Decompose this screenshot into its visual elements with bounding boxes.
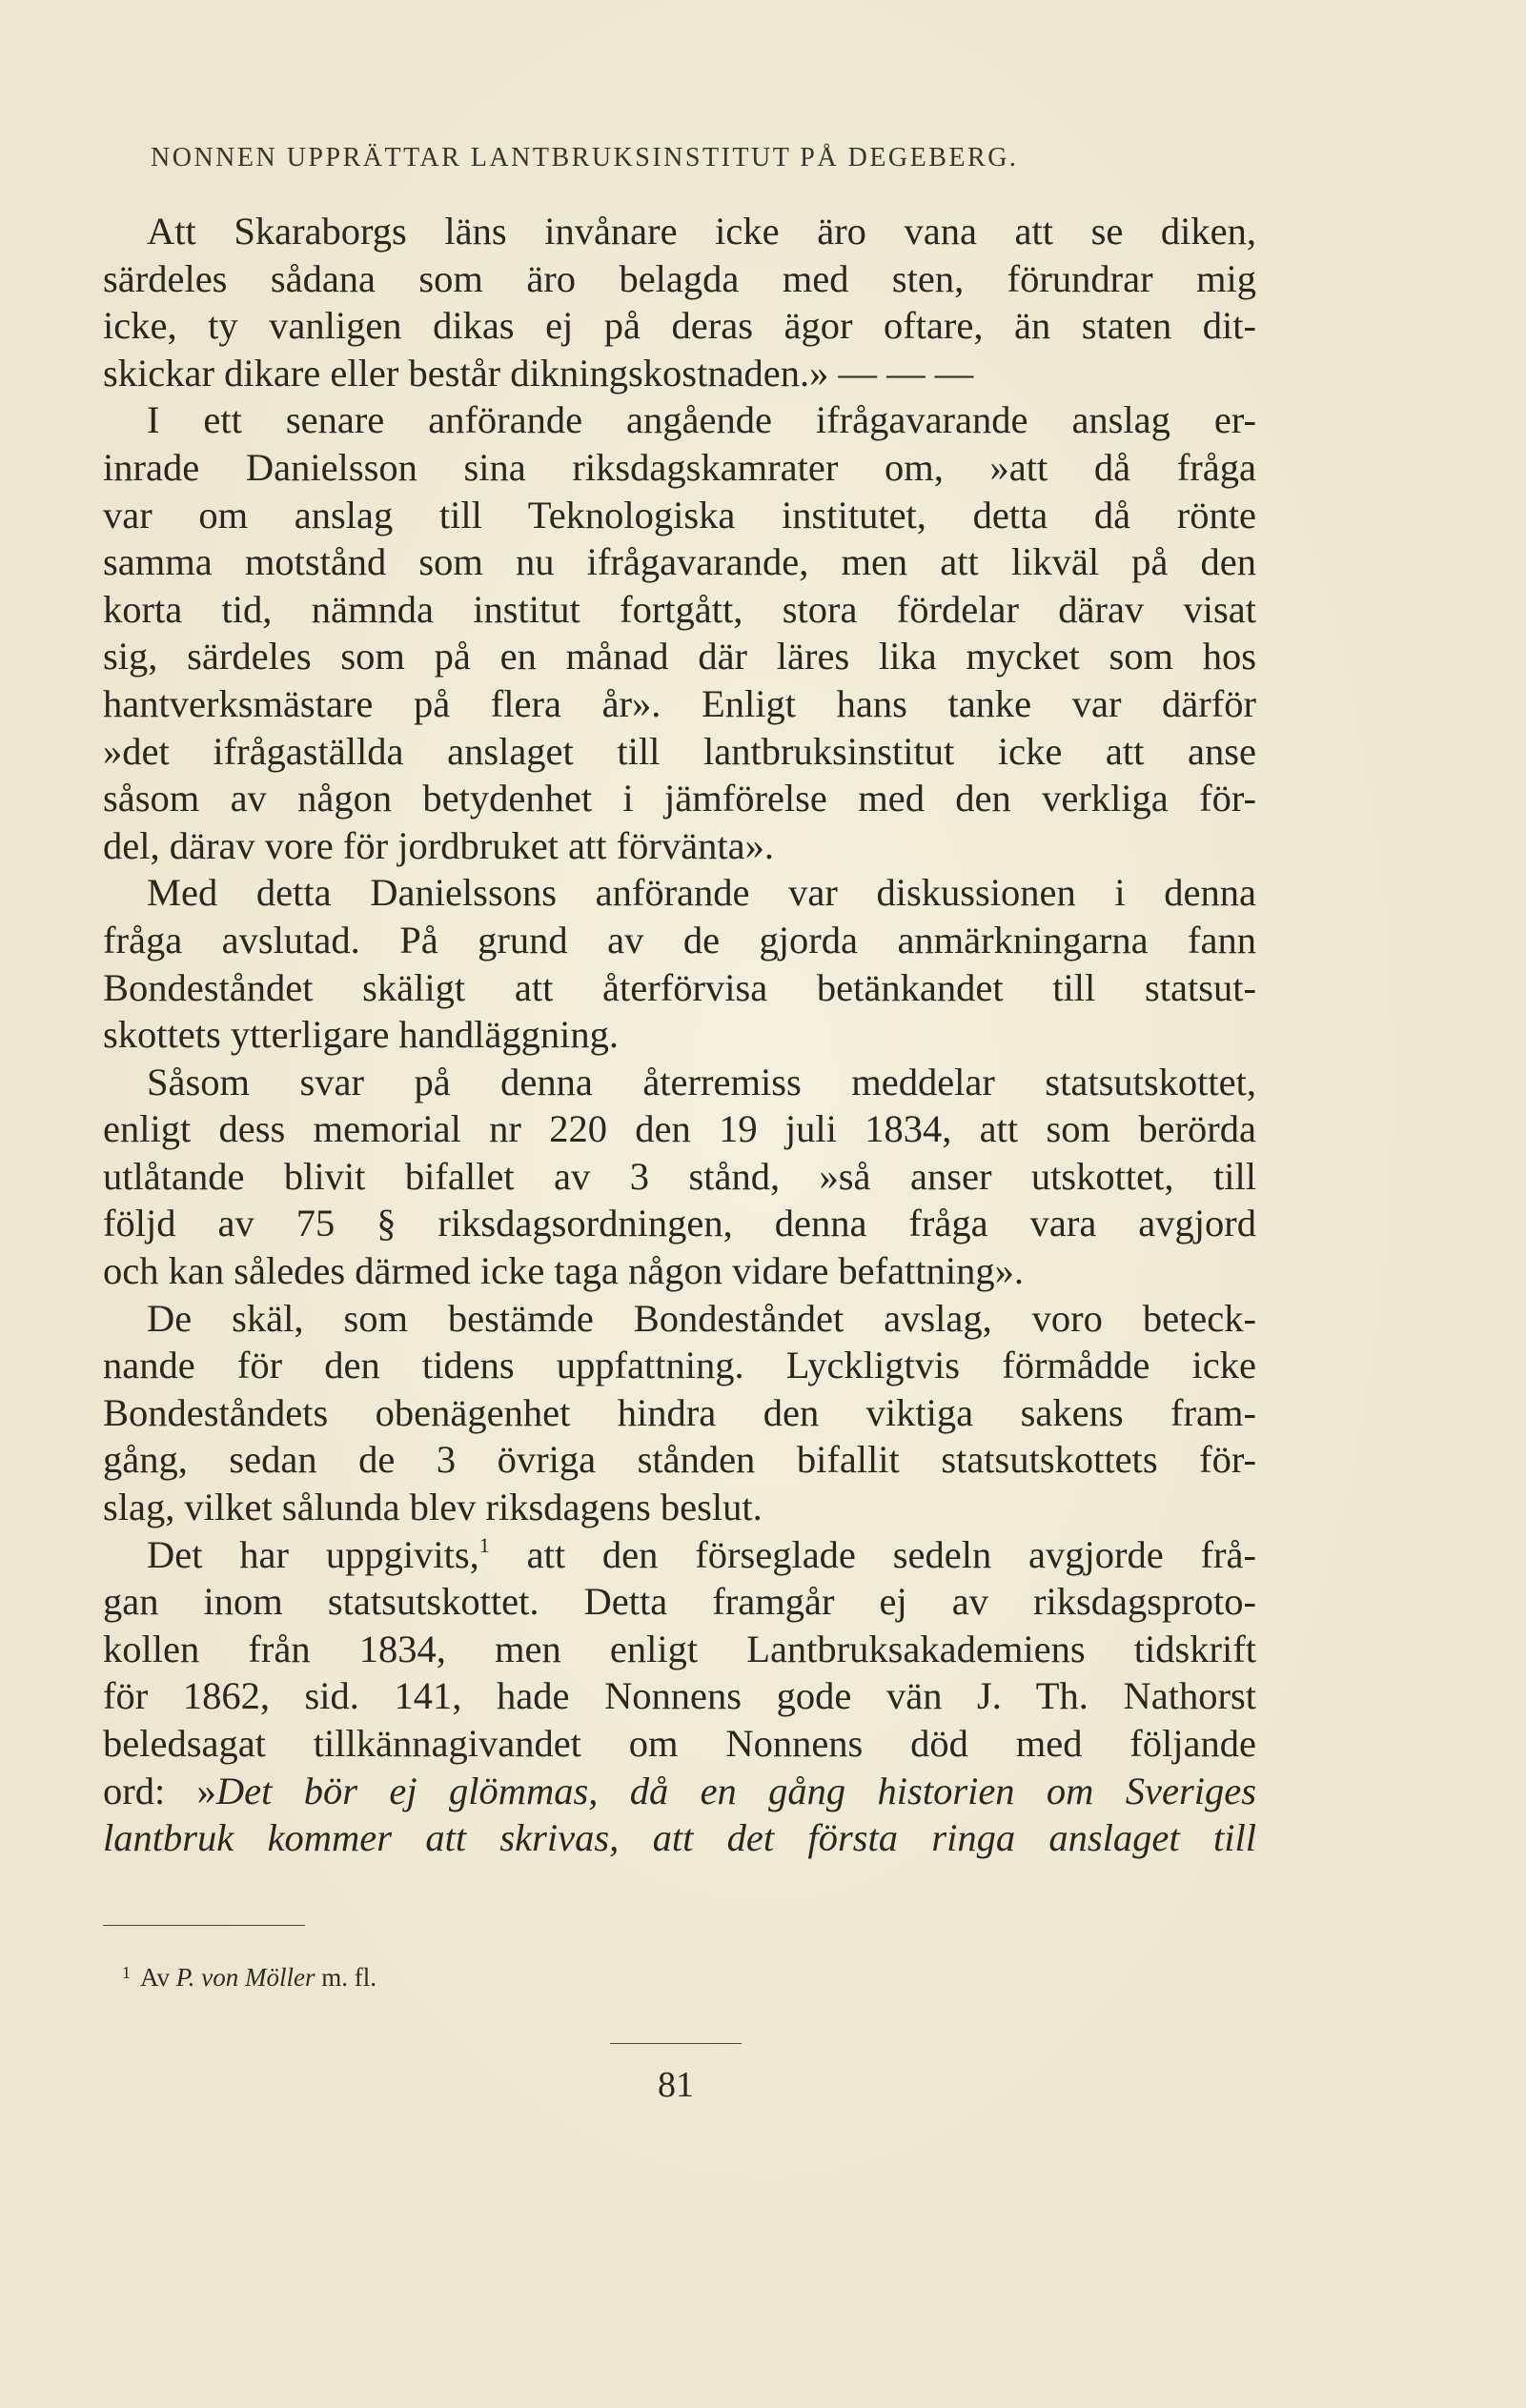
text-line: Att Skaraborgs läns invånare icke äro vana att se diken, bbox=[147, 210, 1256, 253]
text-line: följd av 75 § riksdagsordningen, denna fråga vara avgjord bbox=[103, 1202, 1256, 1245]
body-text bbox=[103, 208, 1256, 1862]
text-line: nande för den tidens uppfattning. Lyckligtvis förmådde icke bbox=[103, 1344, 1256, 1387]
footnote-marker: 1 bbox=[122, 1963, 131, 1982]
text-line: utlåtande blivit bifallet av 3 stånd, »så anser utskottet, till bbox=[103, 1154, 1256, 1198]
footnote-suffix: m. fl. bbox=[315, 1963, 376, 1992]
text-run: ord: » bbox=[103, 1769, 216, 1812]
text-line: beledsagat tillkännagivandet om Nonnens död med följande bbox=[103, 1722, 1256, 1765]
text-line bbox=[103, 1768, 1256, 1815]
footnote-prefix: Av bbox=[140, 1963, 176, 1992]
text-line: korta tid, nämnda institut fortgått, stora fördelar därav visat bbox=[103, 587, 1256, 631]
text-line: kollen från 1834, men enligt Lantbruksakademiens tidskrift bbox=[103, 1627, 1256, 1670]
text-line: De skäl, som bestämde Bondeståndet avslag, voro beteck- bbox=[147, 1296, 1256, 1340]
text-line: såsom av någon betydenhet i jämförelse med den verkliga för- bbox=[103, 777, 1256, 820]
running-header: NONNEN UPPRÄTTAR LANTBRUKSINSTITUT PÅ DEGEBERG. bbox=[151, 143, 1019, 172]
text-line: samma motstånd som nu ifrågavarande, men att likväl på den bbox=[103, 540, 1256, 584]
text-line: för 1862, sid. 141, hade Nonnens gode vän J. Th. Nathorst bbox=[103, 1674, 1256, 1718]
footnote bbox=[122, 1963, 376, 1993]
text-line: särdeles sådana som äro belagda med sten, förundrar mig bbox=[103, 256, 1256, 300]
text-line: var om anslag till Teknologiska institutet, detta då rönte bbox=[103, 493, 1256, 536]
text-line: »det ifrågaställda anslaget till lantbruksinstitut icke att anse bbox=[103, 729, 1256, 773]
text-line bbox=[103, 1531, 1256, 1579]
text-line: Bondeståndets obenägenhet hindra den viktiga sakens fram- bbox=[103, 1390, 1256, 1434]
page-number-divider bbox=[610, 2043, 742, 2044]
text-line: icke, ty vanligen dikas ej på deras ägor oftare, än staten dit- bbox=[103, 304, 1256, 348]
footnote-reference: 1 bbox=[478, 1532, 490, 1557]
footnote-author: P. von Möller bbox=[175, 1963, 315, 1992]
text-run: att den förseglade sedeln avgjorde frå- bbox=[489, 1532, 1256, 1576]
italic-quote: Det bör ej glömmas, då en gång historien om Sveriges bbox=[215, 1769, 1257, 1812]
text-line: Bondeståndet skäligt att återförvisa betänkandet till statsut- bbox=[103, 965, 1256, 1009]
text-run: Det har uppgivits, bbox=[147, 1532, 479, 1576]
footnote-divider bbox=[103, 1925, 305, 1926]
text-line: inrade Danielsson sina riksdagskamrater om, »att då fråga bbox=[103, 445, 1256, 489]
text-line: sig, särdeles som på en månad där läres lika mycket som hos bbox=[103, 635, 1256, 678]
text-line: och kan således därmed icke taga någon vidare befattning». bbox=[103, 1249, 1024, 1293]
text-line: hantverksmästare på flera år». Enligt hans tanke var därför bbox=[103, 681, 1256, 725]
text-line: slag, vilket sålunda blev riksdagens beslut. bbox=[103, 1486, 763, 1529]
text-line: skickar dikare eller består dikningskostnaden.» — — — bbox=[103, 351, 974, 395]
text-line: gång, sedan de 3 övriga stånden bifallit statsutskottets för- bbox=[103, 1438, 1256, 1482]
text-line: fråga avslutad. På grund av de gjorda anmärkningarna fann bbox=[103, 918, 1256, 961]
text-line: del, därav vore för jordbruket att förvänta». bbox=[103, 823, 774, 867]
text-line: Med detta Danielssons anförande var diskussionen i denna bbox=[147, 871, 1256, 915]
italic-quote-line: lantbruk kommer att skrivas, att det första ringa anslaget till bbox=[103, 1816, 1256, 1860]
text-line: enligt dess memorial nr 220 den 19 juli 1834, att som berörda bbox=[103, 1107, 1256, 1151]
text-line: gan inom statsutskottet. Detta framgår ej av riksdagsproto- bbox=[103, 1580, 1256, 1624]
page-number: 81 bbox=[658, 2065, 694, 2105]
text-line: I ett senare anförande angående ifrågavarande anslag er- bbox=[147, 398, 1256, 442]
text-line: skottets ytterligare handläggning. bbox=[103, 1013, 619, 1057]
text-line: Såsom svar på denna återremiss meddelar statsutskottet, bbox=[147, 1060, 1256, 1103]
